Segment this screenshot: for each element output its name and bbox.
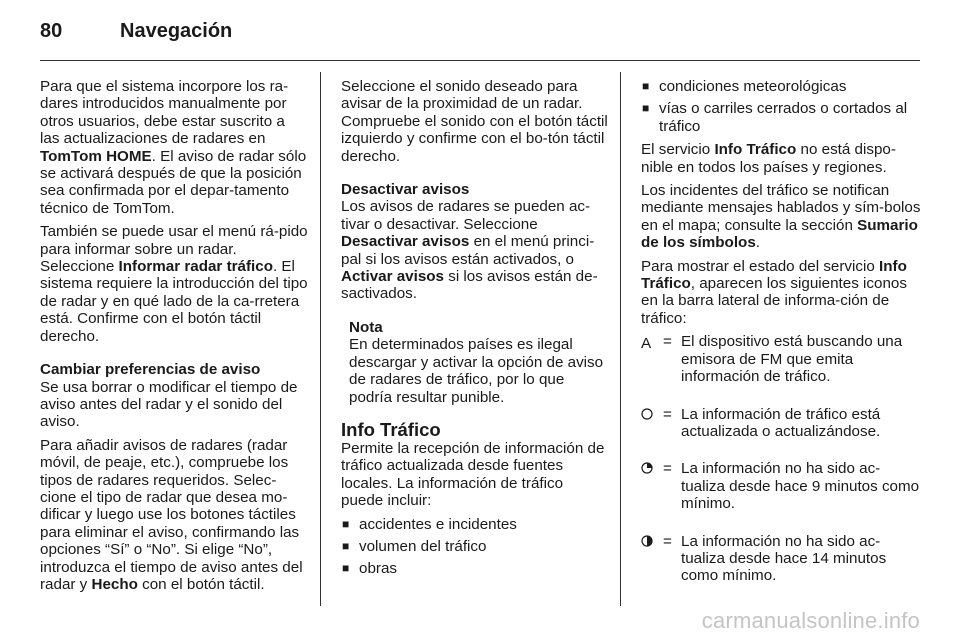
equals-sign: = [663,532,672,550]
legend-row [641,333,921,385]
note-box [349,319,609,406]
legend-text: La información de tráfico está actualizada o actualizándose. [681,405,881,440]
legend-row [641,406,921,441]
paragraph: También se puede usar el menú rá-pido para informar sobre un radar. Seleccione Informar radar tráfico. El sistema requiere la introducción del tipo de radar y en qué lado de la ca-rretera está. Confirme con el botón táctil derecho. [40,223,308,345]
equals-sign: = [663,405,672,423]
column-divider [620,72,621,606]
page-title: Navegación [120,20,233,42]
list-item: ■ accidentes e incidentes [342,515,517,533]
square-bullet-icon: ■ [342,561,350,576]
square-bullet-icon: ■ [642,101,650,116]
legend-text: El dispositivo está buscando una emisora de FM que emita información de tráfico. [681,333,903,386]
list-item: ■ condiciones meteorológicas [642,78,847,95]
note-title: Nota [349,318,383,336]
equals-sign: = [663,460,672,478]
paragraph: Los avisos de radares se pueden ac-tivar o desactivar. Seleccione Desactivar avisos en el menú princi-pal si los avisos están activados, o Activar avisos si los avisos están de-sactivados. [341,198,598,303]
column-3 [641,78,921,605]
equals-sign: = [663,333,672,351]
paragraph: El servicio Info Tráfico no está dispo-nible en todos los países y regiones. [641,141,896,176]
square-bullet-icon: ■ [342,516,350,531]
symbol-a: A [641,335,652,353]
list-item: ■ obras [342,560,397,578]
bullet-list [641,78,921,135]
subheading: Cambiar preferencias de aviso [40,361,261,379]
legend-text: La información no ha sido ac-tualiza desde hace 14 minutos como mínimo. [681,532,887,585]
paragraph: Para añadir avisos de radares (radar móvil, de peaje, etc.), compruebe los tipos de radares requeridos. Selec-cione el tipo de radar que desea mo-dificar y luego use los botones táctiles para eliminar el aviso, confirmando las opciones “Sí” o “No”. Si elige “No”, introduzca el tiempo de aviso antes del radar y Hecho con el botón táctil. [40,436,303,593]
empty-circle-icon [641,406,663,441]
legend-row [641,533,921,585]
section-heading: Info Tráfico [341,418,441,440]
header-rule [40,60,920,61]
paragraph: Para que el sistema incorpore los ra-dares introducidos manualmente por otros usuarios, debe estar suscrito a las actualizaciones de radares en TomTom HOME. El aviso de radar sólo se activará después de que la posición sea confirmada por el depar-tamento técnico de TomTom. [40,78,307,217]
page-header [40,20,232,50]
paragraph: Permite la recepción de información de tráfico actualizada desde fuentes locales. La información de tráfico puede incluir: [341,439,605,510]
column-divider [320,72,321,606]
legend-row [641,460,921,512]
paragraph: Para mostrar el estado del servicio Info Tráfico, aparecen los siguientes iconos en la barra lateral de informa-ción de tráfico: [641,257,907,327]
quarter-circle-icon [641,460,663,512]
list-item: ■ vías o carriles cerrados o cortados al tráfico [642,100,908,135]
note-text: En determinados países es ilegal descargar y activar la opción de aviso de radares de tráfico, por lo que podría resultar punible. [349,336,604,406]
paragraph: Se usa borrar o modificar el tiempo de aviso antes del radar y el sonido del aviso. [40,378,298,431]
paragraph: Seleccione el sonido deseado para avisar de la proximidad de un radar. Compruebe el sonido con el botón táctil izquierdo y confirme con el bo-tón táctil derecho. [341,78,608,165]
half-circle-icon [641,533,663,585]
paragraph: Los incidentes del tráfico se notifican mediante mensajes hablados y sím-bolos en el mapa; consulte la sección Sumario de los símbolos. [641,182,921,252]
square-bullet-icon: ■ [642,79,650,93]
list-item: ■ volumen del tráfico [342,537,487,555]
column-2 [341,78,609,584]
column-1 [40,78,308,599]
square-bullet-icon: ■ [342,538,350,553]
legend-text: La información no ha sido ac-tualiza desde hace 9 minutos como mínimo. [681,460,920,513]
bullet-list [341,516,609,578]
page-number: 80 [40,20,63,42]
watermark: carmanualsonline.info [701,608,920,633]
subheading: Desactivar avisos [341,181,470,199]
